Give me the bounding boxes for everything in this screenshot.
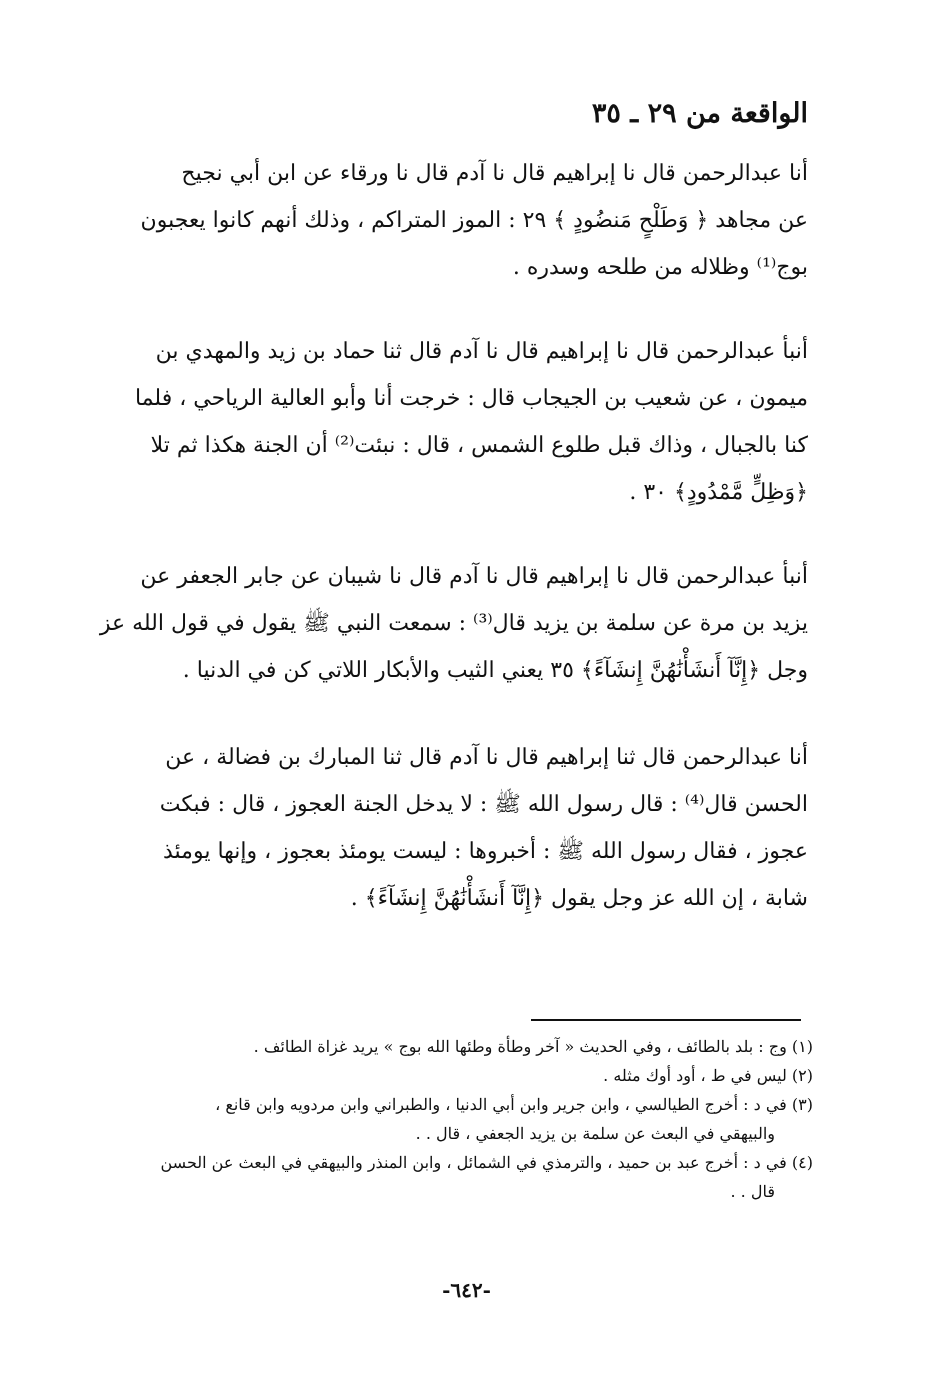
paragraph-2 xyxy=(118,328,808,516)
footnote-4-continuation: قال . . xyxy=(730,1182,775,1201)
paragraph-line: شابة ، إن الله عز وجل يقول ﴿إِنَّآ أَنشَأْنَٰهُنَّ إِنشَآءً﴾ . xyxy=(350,886,808,911)
paragraph-line: عجوز ، فقال رسول الله ﷺ : أخبروها : ليست يومئذ بعجوز ، وإنها يومئذ xyxy=(163,839,808,864)
paragraph-line: كنا بالجبال ، وذاك قبل طلوع الشمس ، قال : نبئت⁽²⁾ أن الجنة هكذا ثم تلا xyxy=(150,433,808,458)
footnote-4: (٤) في د : أخرج عبد بن حميد ، والترمذي في الشمائل ، وابن المنذر والبيهقي في البعث عن الحسن xyxy=(160,1153,813,1172)
footnote-2: (٢) ليس في ط ، أود أوك مثله . xyxy=(603,1066,813,1085)
paragraph-line: أنبأ عبدالرحمن قال نا إبراهيم قال نا آدم قال ثنا حماد بن زيد والمهدي بن xyxy=(155,339,808,364)
footnote-3-continuation: والبيهقي في البعث عن سلمة بن يزيد الجعفي ، قال . . xyxy=(415,1124,775,1143)
paragraph-3 xyxy=(99,553,808,694)
page-number: -٦٤٢- xyxy=(442,1278,491,1302)
paragraph-line: أنا عبدالرحمن قال نا إبراهيم قال نا آدم قال نا ورقاء عن ابن أبي نجيح xyxy=(181,161,808,186)
paragraph-line: أنبأ عبدالرحمن قال نا إبراهيم قال نا آدم قال نا شيبان عن جابر الجعفر عن xyxy=(140,564,808,589)
section-heading: الواقعة من ٢٩ ـ ٣٥ xyxy=(591,98,808,129)
paragraph-line: بوج⁽¹⁾ وظلاله من طلحه وسدره . xyxy=(512,255,808,280)
paragraph-line: ﴿وَظِلٍّ مَّمْدُودٍ﴾ ٣٠ . xyxy=(629,480,808,505)
paragraph-line: يزيد بن مرة عن سلمة بن يزيد قال⁽³⁾ : سمعت النبي ﷺ يقول في قول الله عز xyxy=(99,611,808,636)
footnote-3: (٣) في د : أخرج الطيالسي ، وابن جرير وابن أبي الدنيا ، والطبراني وابن مردويه وابن قانع ، xyxy=(215,1095,813,1114)
paragraph-line: وجل ﴿إِنَّآ أَنشَأْنَٰهُنَّ إِنشَآءً﴾ ٣٥ يعني الثيب والأبكار اللاتي كن في الدنيا . xyxy=(182,658,808,683)
paragraph-line: ميمون ، عن شعيب بن الجيجاب قال : خرجت أنا وأبو العالية الرياحي ، فلما xyxy=(135,386,808,411)
footnotes xyxy=(123,1032,813,1206)
footnote-1: (١) وج : بلد بالطائف ، وفي الحديث « آخر وطأة وطئها الله بوج » يريد غزاة الطائف . xyxy=(253,1037,813,1056)
footnote-divider xyxy=(531,1019,801,1021)
paragraph-line: الحسن قال⁽⁴⁾ : قال رسول الله ﷺ : لا يدخل الجنة العجوز ، قال : فبكت xyxy=(159,792,808,817)
paragraph-line: عن مجاهد ﴿ وَطَلْحٍ مَنضُودٍ ﴾ ٢٩ : الموز المتراكم ، وذلك أنهم كانوا يعجبون xyxy=(140,208,808,233)
paragraph-4 xyxy=(118,734,808,922)
paragraph-1 xyxy=(118,150,808,291)
paragraph-line: أنا عبدالرحمن قال ثنا إبراهيم قال نا آدم قال ثنا المبارك بن فضالة ، عن xyxy=(165,745,808,770)
